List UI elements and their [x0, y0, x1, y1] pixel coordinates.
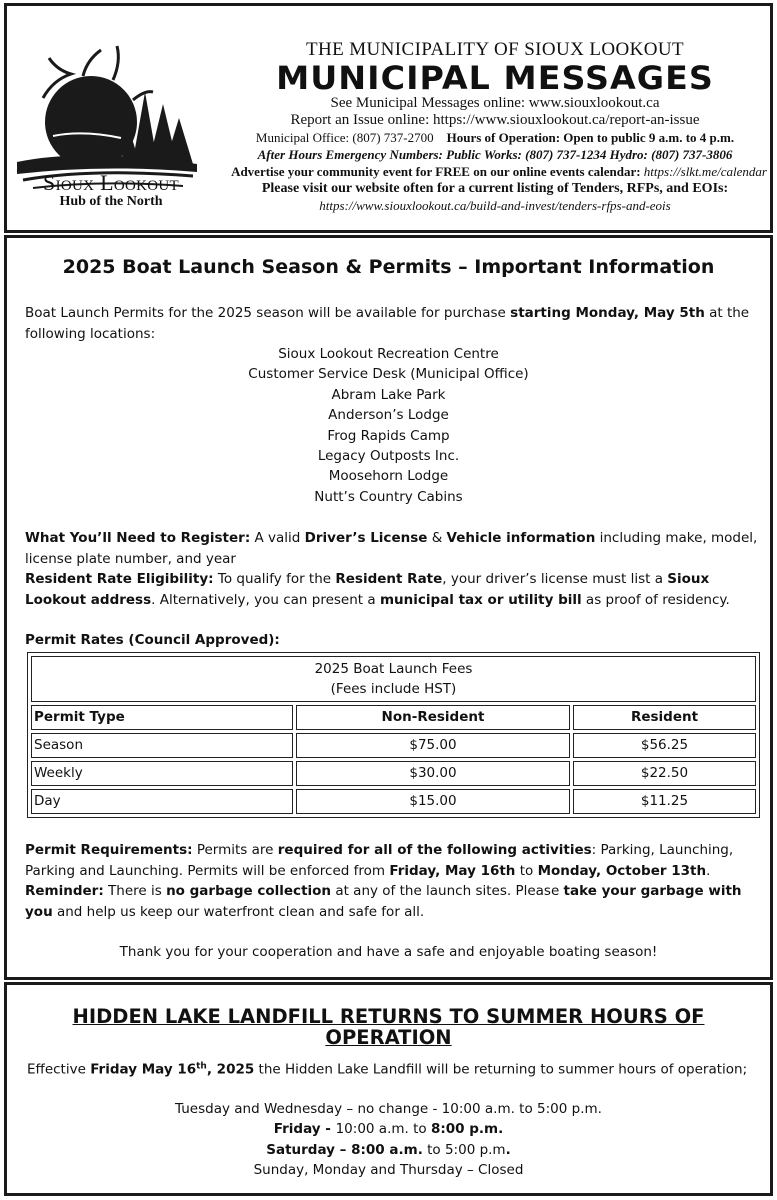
- requirements-activities: required for all of the following activities: [277, 842, 592, 858]
- fees-title-line: 2025 Boat Launch Fees: [314, 661, 473, 677]
- requirements-text: Permits are: [192, 842, 278, 858]
- need-text: A valid: [250, 530, 305, 546]
- table-row: [31, 761, 756, 786]
- table-cell: $75.00: [296, 733, 570, 758]
- permit-requirements: [25, 840, 762, 881]
- list-item: Moosehorn Lodge: [328, 468, 449, 485]
- hours-value: Open to public 9 a.m. to 4 p.m.: [563, 130, 735, 145]
- landfill-effective: [27, 1056, 764, 1080]
- advertise-line: [219, 164, 777, 180]
- hours-friday: [7, 1119, 770, 1139]
- resident-address: Sioux Lookout address: [25, 571, 710, 608]
- resident-text: , your driver’s license must list a: [442, 571, 668, 587]
- fees-table-title: [31, 656, 756, 702]
- registration-requirements: [25, 528, 762, 569]
- requirements-label: Permit Requirements:: [25, 842, 193, 858]
- resident-label: Resident Rate Eligibility:: [25, 571, 214, 587]
- table-cell: Weekly: [31, 761, 293, 786]
- saturday-close: to 5:00 p.m: [422, 1141, 506, 1158]
- friday-label: Friday -: [273, 1121, 336, 1138]
- logo-name: Sioux Lookout: [43, 170, 179, 195]
- hours-tue-wed: Tuesday and Wednesday – no change - 10:00 a.m. to 5:00 p.m.: [175, 1101, 602, 1117]
- table-cell: Season: [31, 733, 293, 758]
- list-item: Frog Rapids Camp: [327, 427, 450, 444]
- tenders-link[interactable]: https://www.siouxlookout.ca/build-and-invest/tenders-rfps-and-eois: [319, 198, 671, 213]
- saturday-label: Saturday – 8:00 a.m.: [266, 1141, 423, 1158]
- table-cell: $22.50: [573, 761, 756, 786]
- table-row: [31, 733, 756, 758]
- column-header: Non-Resident: [296, 705, 570, 730]
- visit-website-line: Please visit our website often for a current listing of Tenders, RFPs, and EOIs:: [261, 181, 729, 196]
- see-online-line: See Municipal Messages online: www.siouxlookout.ca: [330, 95, 660, 111]
- fees-table: [27, 652, 760, 818]
- table-row: [31, 789, 756, 814]
- landfill-section: [4, 982, 773, 1196]
- resident-text: as proof of residency.: [581, 591, 730, 608]
- reminder-text: at any of the launch sites. Please: [331, 883, 564, 899]
- intro-text: Boat Launch Permits for the 2025 season will be available for purchase: [25, 305, 511, 321]
- need-text: &: [427, 530, 447, 546]
- effective-text: the Hidden Lake Landfill will be returning to summer hours of operation;: [254, 1061, 748, 1078]
- table-cell: Day: [31, 789, 293, 814]
- boat-launch-section: [4, 235, 773, 980]
- need-text: including make, model, license plate number, and year: [25, 530, 758, 567]
- reminder-label: Reminder:: [25, 883, 104, 899]
- reminder-text: There is: [103, 883, 167, 899]
- boat-intro: [25, 303, 762, 344]
- list-item: Anderson’s Lodge: [328, 407, 449, 424]
- table-cell: $56.25: [573, 733, 756, 758]
- hours-closed-days: Sunday, Monday and Thursday – Closed: [253, 1162, 524, 1179]
- resident-eligibility: [25, 569, 762, 610]
- logo-text: [21, 172, 201, 210]
- list-item: Legacy Outposts Inc.: [317, 448, 460, 465]
- calendar-link[interactable]: https://slkt.me/calendar: [643, 164, 767, 179]
- emergency-numbers: After Hours Emergency Numbers: Public Works: (807) 737-1234 Hydro: (807) 737-3806: [257, 147, 733, 162]
- office-phone: Municipal Office: (807) 737-2700: [255, 130, 434, 145]
- report-issue-line: Report an Issue online: https://www.siouxlookout.ca/report-an-issue: [290, 112, 700, 128]
- table-header-row: [31, 705, 756, 730]
- office-hours-line: [215, 130, 775, 146]
- list-item: Customer Service Desk (Municipal Office): [248, 366, 529, 383]
- take-garbage: take your garbage with you: [25, 883, 742, 920]
- hours-label: Hours of Operation:: [446, 130, 561, 145]
- resident-bill: municipal tax or utility bill: [379, 591, 582, 608]
- fees-subtitle-line: (Fees include HST): [330, 681, 457, 697]
- landfill-title: HIDDEN LAKE LANDFILL RETURNS TO SUMMER HOURS OF OPERATION: [72, 1005, 705, 1049]
- intro-text-end: at the following locations:: [25, 305, 750, 342]
- list-item: Abram Lake Park: [331, 386, 446, 403]
- column-header: Permit Type: [31, 705, 293, 730]
- saturday-period: .: [505, 1141, 511, 1158]
- municipality-name: THE MUNICIPALITY OF SIOUX LOOKOUT: [305, 39, 685, 60]
- intro-start-date: starting Monday, May 5th: [510, 305, 705, 321]
- permit-rates-label: Permit Rates (Council Approved):: [25, 632, 280, 648]
- enforce-start-date: Friday, May 16th: [389, 862, 516, 879]
- friday-close: 8:00 p.m.: [430, 1121, 504, 1138]
- need-vehicle: Vehicle information: [446, 530, 596, 546]
- resident-text: . Alternatively, you can present a: [151, 591, 380, 608]
- landfill-hours: [7, 1099, 770, 1181]
- thank-you-line: Thank you for your cooperation and have a safe and enjoyable boating season!: [119, 944, 658, 960]
- requirements-text: to: [515, 862, 538, 879]
- requirements-text: .: [706, 862, 711, 879]
- enforce-end-date: Monday, October 13th: [537, 862, 707, 879]
- effective-date-suffix: th: [196, 1061, 207, 1071]
- effective-year: , 2025: [206, 1061, 255, 1078]
- hours-saturday: [7, 1140, 770, 1160]
- effective-text: Effective: [27, 1061, 91, 1078]
- no-garbage-collection: no garbage collection: [166, 883, 332, 899]
- municipal-header: [4, 3, 773, 233]
- boat-section-title: 2025 Boat Launch Season & Permits – Important Information: [62, 256, 715, 278]
- table-cell: $11.25: [573, 789, 756, 814]
- need-label: What You’ll Need to Register:: [25, 530, 251, 546]
- table-cell: $30.00: [296, 761, 570, 786]
- need-license: Driver’s License: [304, 530, 428, 546]
- column-header: Resident: [573, 705, 756, 730]
- effective-date: Friday May 16: [90, 1061, 197, 1078]
- list-item: Sioux Lookout Recreation Centre: [278, 346, 499, 362]
- resident-text: To qualify for the: [213, 571, 336, 587]
- locations-list: [7, 344, 770, 507]
- list-item: Nutt’s Country Cabins: [314, 488, 463, 505]
- friday-open: 10:00 a.m. to: [335, 1121, 431, 1138]
- table-cell: $15.00: [296, 789, 570, 814]
- logo-tagline: Hub of the North: [59, 194, 163, 209]
- advertise-text: Advertise your community event for FREE on our online events calendar:: [231, 164, 641, 179]
- resident-rate: Resident Rate: [335, 571, 443, 587]
- reminder-text: and help us keep our waterfront clean and safe for all.: [52, 903, 425, 920]
- requirements-text: : Parking, Launching, Parking and Launching. Permits will be enforced from: [25, 842, 734, 879]
- page-title: MUNICIPAL MESSAGES: [276, 59, 714, 97]
- garbage-reminder: [25, 881, 762, 922]
